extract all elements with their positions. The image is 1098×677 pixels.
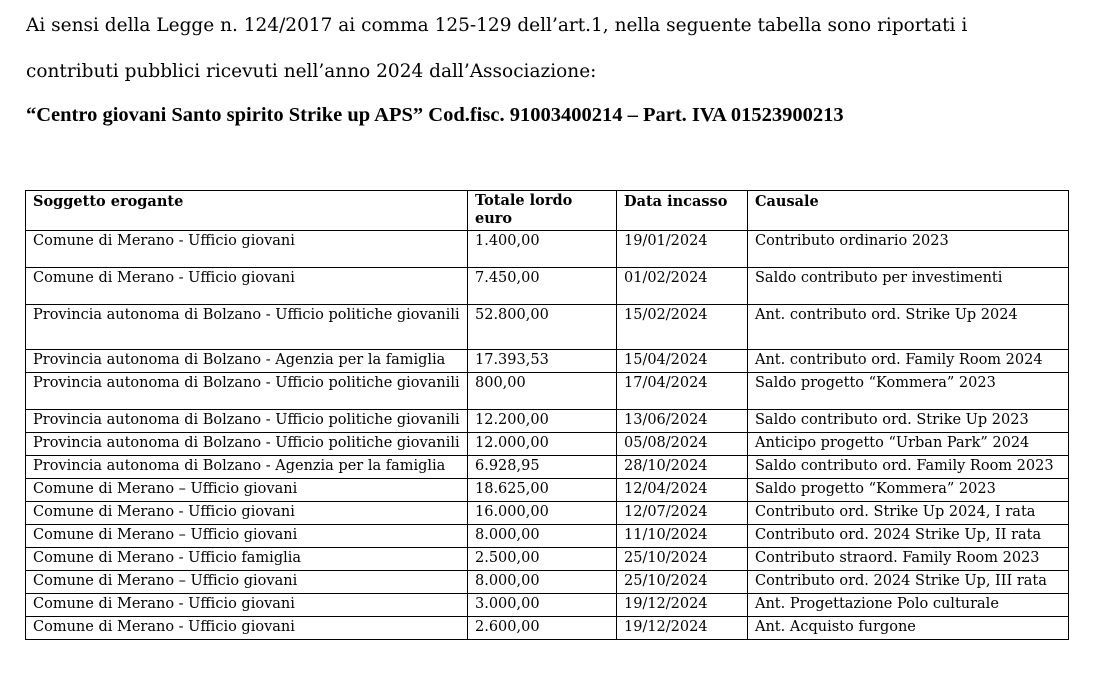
cell-soggetto: Comune di Merano - Ufficio giovani	[26, 594, 468, 617]
cell-causale: Ant. contributo ord. Family Room 2024	[748, 350, 1069, 373]
intro-paragraph	[26, 10, 1076, 87]
cell-soggetto: Comune di Merano - Ufficio giovani	[26, 617, 468, 640]
cell-data: 05/08/2024	[617, 433, 748, 456]
header-causale: Causale	[748, 191, 1069, 231]
organization-heading: “Centro giovani Santo spirito Strike up APS” Cod.fisc. 91003400214 – Part. IVA 01523900213	[26, 104, 844, 126]
header-data: Data incasso	[617, 191, 748, 231]
table-row	[26, 456, 1069, 479]
cell-causale: Ant. Progettazione Polo culturale	[748, 594, 1069, 617]
table-row	[26, 617, 1069, 640]
cell-causale: Contributo ord. 2024 Strike Up, III rata	[748, 571, 1069, 594]
cell-totale: 3.000,00	[468, 594, 617, 617]
cell-totale: 6.928,95	[468, 456, 617, 479]
cell-data: 19/12/2024	[617, 594, 748, 617]
cell-totale: 8.000,00	[468, 525, 617, 548]
cell-soggetto: Provincia autonoma di Bolzano - Agenzia per la famiglia	[26, 456, 468, 479]
cell-totale: 16.000,00	[468, 502, 617, 525]
table-row	[26, 548, 1069, 571]
cell-soggetto: Comune di Merano – Ufficio giovani	[26, 571, 468, 594]
cell-data: 15/04/2024	[617, 350, 748, 373]
table-row	[26, 350, 1069, 373]
cell-causale: Ant. contributo ord. Strike Up 2024	[748, 305, 1069, 350]
table-row	[26, 479, 1069, 502]
table-row	[26, 410, 1069, 433]
table-row	[26, 525, 1069, 548]
cell-totale: 7.450,00	[468, 268, 617, 305]
cell-soggetto: Provincia autonoma di Bolzano - Ufficio politiche giovanili	[26, 433, 468, 456]
header-soggetto: Soggetto erogante	[26, 191, 468, 231]
cell-data: 01/02/2024	[617, 268, 748, 305]
intro-line-2: contributi pubblici ricevuti nell’anno 2024 dall’Associazione:	[26, 61, 597, 82]
table-row	[26, 433, 1069, 456]
cell-data: 25/10/2024	[617, 548, 748, 571]
table-row	[26, 594, 1069, 617]
cell-causale: Saldo contributo ord. Strike Up 2023	[748, 410, 1069, 433]
cell-soggetto: Provincia autonoma di Bolzano - Ufficio politiche giovanili	[26, 373, 468, 410]
cell-soggetto: Provincia autonoma di Bolzano - Ufficio politiche giovanili	[26, 305, 468, 350]
cell-totale: 800,00	[468, 373, 617, 410]
cell-data: 13/06/2024	[617, 410, 748, 433]
cell-soggetto: Comune di Merano - Ufficio giovani	[26, 502, 468, 525]
cell-causale: Contributo ord. Strike Up 2024, I rata	[748, 502, 1069, 525]
cell-totale: 1.400,00	[468, 231, 617, 268]
cell-data: 25/10/2024	[617, 571, 748, 594]
table-row	[26, 231, 1069, 268]
cell-totale: 17.393,53	[468, 350, 617, 373]
cell-causale: Contributo ord. 2024 Strike Up, II rata	[748, 525, 1069, 548]
table-body	[26, 231, 1069, 640]
cell-causale: Saldo contributo ord. Family Room 2023	[748, 456, 1069, 479]
table-header-row	[26, 191, 1069, 231]
cell-soggetto: Comune di Merano - Ufficio famiglia	[26, 548, 468, 571]
cell-soggetto: Comune di Merano - Ufficio giovani	[26, 268, 468, 305]
intro-line-1: Ai sensi della Legge n. 124/2017 ai comma 125-129 dell’art.1, nella seguente tabella sono riportati i	[26, 15, 968, 36]
table-row	[26, 571, 1069, 594]
cell-data: 12/04/2024	[617, 479, 748, 502]
cell-totale: 2.500,00	[468, 548, 617, 571]
cell-totale: 12.000,00	[468, 433, 617, 456]
cell-causale: Contributo ordinario 2023	[748, 231, 1069, 268]
cell-soggetto: Provincia autonoma di Bolzano - Ufficio politiche giovanili	[26, 410, 468, 433]
cell-data: 19/01/2024	[617, 231, 748, 268]
cell-totale: 2.600,00	[468, 617, 617, 640]
table-row	[26, 305, 1069, 350]
cell-data: 15/02/2024	[617, 305, 748, 350]
header-totale: Totale lordo euro	[468, 191, 617, 231]
cell-totale: 52.800,00	[468, 305, 617, 350]
cell-soggetto: Provincia autonoma di Bolzano - Agenzia per la famiglia	[26, 350, 468, 373]
cell-causale: Saldo progetto “Kommera” 2023	[748, 373, 1069, 410]
cell-causale: Anticipo progetto “Urban Park” 2024	[748, 433, 1069, 456]
cell-data: 12/07/2024	[617, 502, 748, 525]
cell-soggetto: Comune di Merano – Ufficio giovani	[26, 479, 468, 502]
cell-data: 28/10/2024	[617, 456, 748, 479]
cell-totale: 12.200,00	[468, 410, 617, 433]
cell-causale: Contributo straord. Family Room 2023	[748, 548, 1069, 571]
table-row	[26, 373, 1069, 410]
cell-totale: 8.000,00	[468, 571, 617, 594]
cell-totale: 18.625,00	[468, 479, 617, 502]
cell-soggetto: Comune di Merano - Ufficio giovani	[26, 231, 468, 268]
cell-data: 19/12/2024	[617, 617, 748, 640]
cell-data: 11/10/2024	[617, 525, 748, 548]
cell-soggetto: Comune di Merano – Ufficio giovani	[26, 525, 468, 548]
cell-causale: Saldo contributo per investimenti	[748, 268, 1069, 305]
cell-data: 17/04/2024	[617, 373, 748, 410]
table-row	[26, 268, 1069, 305]
table-row	[26, 502, 1069, 525]
cell-causale: Ant. Acquisto furgone	[748, 617, 1069, 640]
contributions-table	[25, 190, 1069, 640]
cell-causale: Saldo progetto “Kommera” 2023	[748, 479, 1069, 502]
